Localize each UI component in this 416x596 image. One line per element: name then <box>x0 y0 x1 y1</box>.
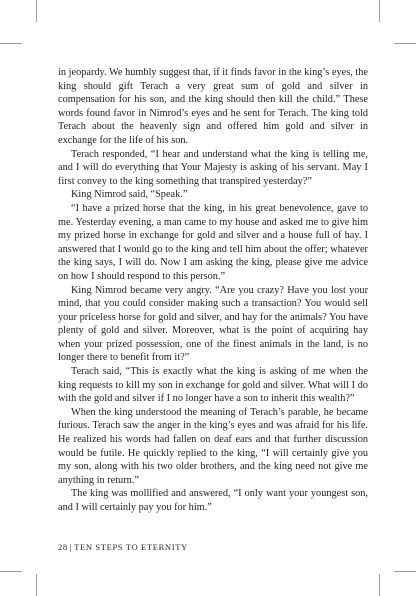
footer-separator: | <box>69 542 73 552</box>
paragraph: The king was mollified and answered, “I only want your youngest son, and I will certainly pay you for him.” <box>58 488 368 513</box>
crop-mark-top-left-v <box>36 0 37 22</box>
paragraph: King Nimrod said, “Speak.” <box>71 189 188 201</box>
paragraph: Terach responded, “I hear and understand what the king is telling me, and I will do everything that Your Majesty is asking of his servant. May I first convey to the king something that transpired yesterday?” <box>58 148 368 187</box>
paragraph: King Nimrod became very angry. “Are you crazy? Have you lost your mind, that you could consider making such a transaction? You would sell your priceless horse for gold and silver, and hay for the animals? You have plenty of gold and silver. Moreover, what is the point of acquiring hay when your prized possession, one of the finest animals in the land, is no longer there to benefit from it?” <box>58 284 368 364</box>
crop-mark-bottom-left-h <box>0 571 22 572</box>
paragraph: Terach said, “This is exactly what the king is asking of me when the king requests to kill my son in exchange for gold and silver. What will I do with the gold and silver if I no longer have a son to inherit this wealth?” <box>58 366 368 405</box>
page-footer <box>58 542 188 552</box>
running-title: TEN STEPS TO ETERNITY <box>74 542 188 552</box>
page-body-text <box>58 66 368 515</box>
crop-mark-top-right-v <box>379 0 380 22</box>
paragraph: “I have a prized horse that the king, in his great benevolence, gave to me. Yesterday evening, a man came to my house and asked me to give him my prized horse in exchange for gold and silver and a house full of hay. I answered that I would go to the king and tell him about the offer; whatever the king says, I will do. Now I am asking the king, please give me advice on how I should respond to this person.” <box>58 202 368 282</box>
crop-mark-top-left-h <box>0 43 22 44</box>
paragraph: When the king understood the meaning of Terach’s parable, he became furious. Terach saw the anger in the king’s eyes and was afraid for his life. He realized his words had fallen on deaf ears and that further discussion would be futile. He quickly replied to the king, “I will certainly give you my son, along with his two older brothers, and the king need not give me anything in return.” <box>58 406 368 486</box>
crop-mark-top-right-h <box>394 43 416 44</box>
page-number: 28 <box>58 542 68 552</box>
crop-mark-bottom-right-v <box>379 574 380 596</box>
paragraph: in jeopardy. We humbly suggest that, if it finds favor in the king’s eyes, the king should gift Terach a very great sum of gold and silver in compensation for his son, and the king should then kill the child.” These words found favor in Nimrod’s eyes and he sent for Terach. The king told Terach about the heavenly sign and offered him gold and silver in exchange for the life of his son. <box>58 67 368 146</box>
crop-mark-bottom-right-h <box>394 571 416 572</box>
crop-mark-bottom-left-v <box>36 574 37 596</box>
